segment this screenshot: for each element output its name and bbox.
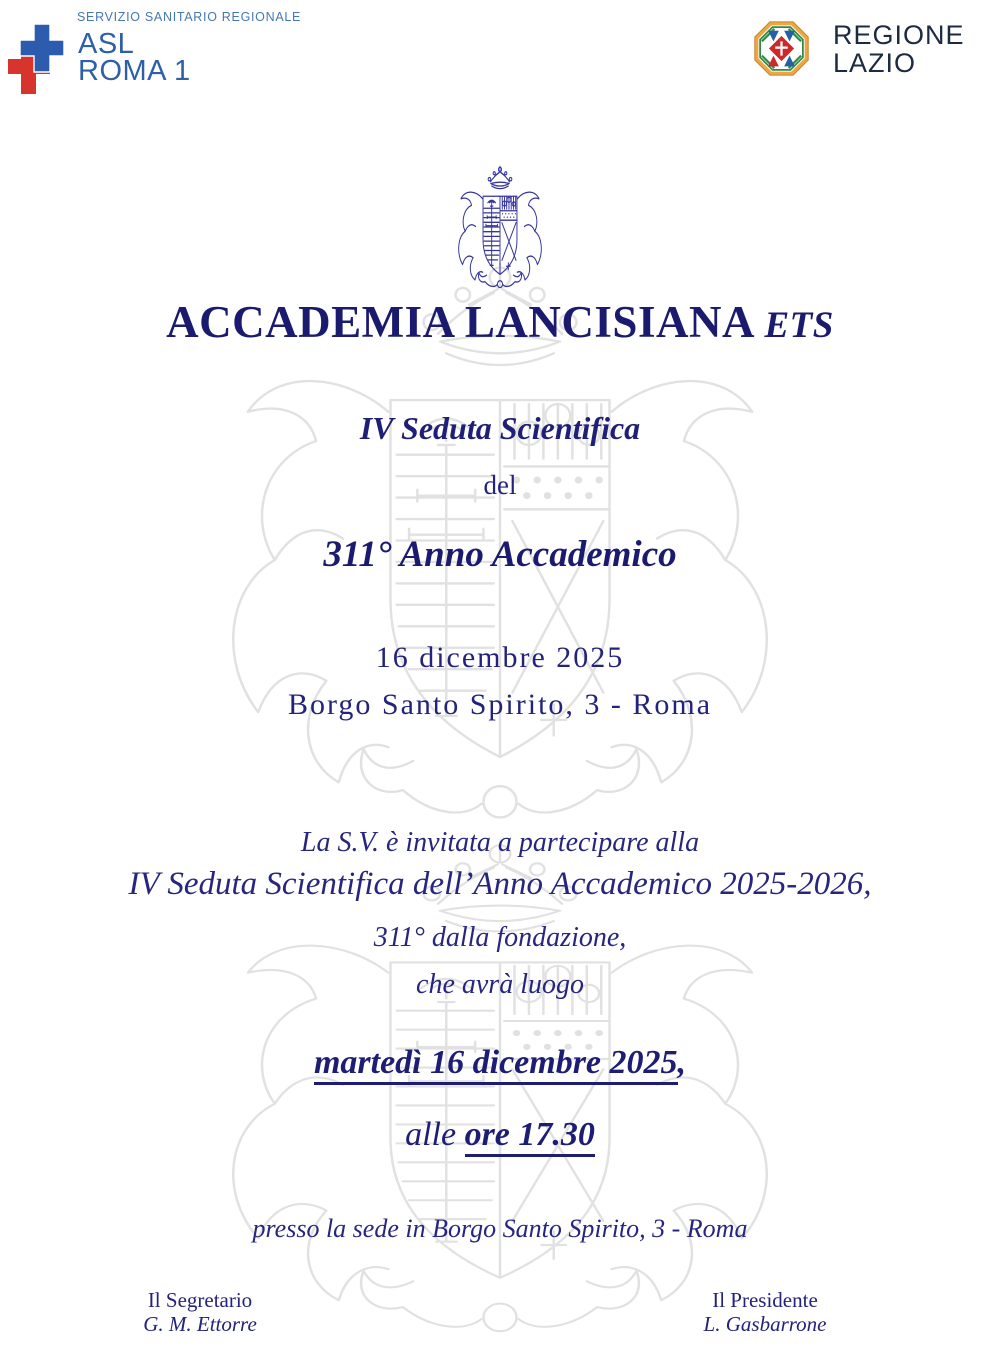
regione-lazio-name <box>833 21 965 77</box>
asl-region-service-label: SERVIZIO SANITARIO REGIONALE <box>77 10 302 24</box>
address-line: Borgo Santo Spirito, 3 - Roma <box>287 688 713 721</box>
page-title <box>0 296 1000 348</box>
secretary-role: Il Segretario <box>147 1288 253 1312</box>
president-role: Il Presidente <box>712 1288 818 1312</box>
invitation-line-1: La S.V. è invitata a partecipare alla <box>300 827 700 858</box>
asl-name-line1: ASL <box>78 28 135 60</box>
event-day-comma: , <box>677 1044 687 1081</box>
invitation-line-3: 311° dalla fondazione, <box>373 922 627 953</box>
secretary-signature-block <box>95 1288 305 1336</box>
event-day-line <box>0 1044 1000 1082</box>
president-name: L. Gasbarrone <box>703 1312 827 1336</box>
academic-year-line: 311° Anno Accademico <box>323 534 677 575</box>
invitation-line-2: IV Seduta Scientifica dell’Anno Accademico 2025-2026, <box>128 866 872 902</box>
accademia-crest-icon <box>452 163 548 291</box>
date-line: 16 dicembre 2025 <box>375 641 625 674</box>
event-day: martedì 16 dicembre 2025 <box>314 1044 678 1085</box>
regione-line2: LAZIO <box>833 48 917 78</box>
regione-line1: REGIONE <box>833 20 965 50</box>
event-time: ore 17.30 <box>465 1116 595 1157</box>
president-signature-block <box>655 1288 875 1336</box>
invitation-line-4: che avrà luogo <box>416 969 584 1000</box>
secretary-name: G. M. Ettorre <box>143 1312 257 1336</box>
event-time-line <box>0 1116 1000 1154</box>
asl-name <box>78 28 191 87</box>
crest-watermark-bottom <box>190 828 810 1345</box>
asl-name-line2: ROMA 1 <box>78 55 191 87</box>
asl-roma1-cross-icon <box>8 24 64 98</box>
page-title-main: ACCADEMIA LANCISIANA <box>166 297 755 347</box>
regione-lazio-emblem-icon <box>753 20 810 77</box>
page-title-suffix: ETS <box>764 305 834 346</box>
session-line: IV Seduta Scientifica <box>359 410 641 446</box>
venue-line: presso la sede in Borgo Santo Spirito, 3 - Roma <box>252 1214 748 1243</box>
del-line: del <box>483 470 517 500</box>
event-time-prefix: alle <box>405 1116 465 1153</box>
